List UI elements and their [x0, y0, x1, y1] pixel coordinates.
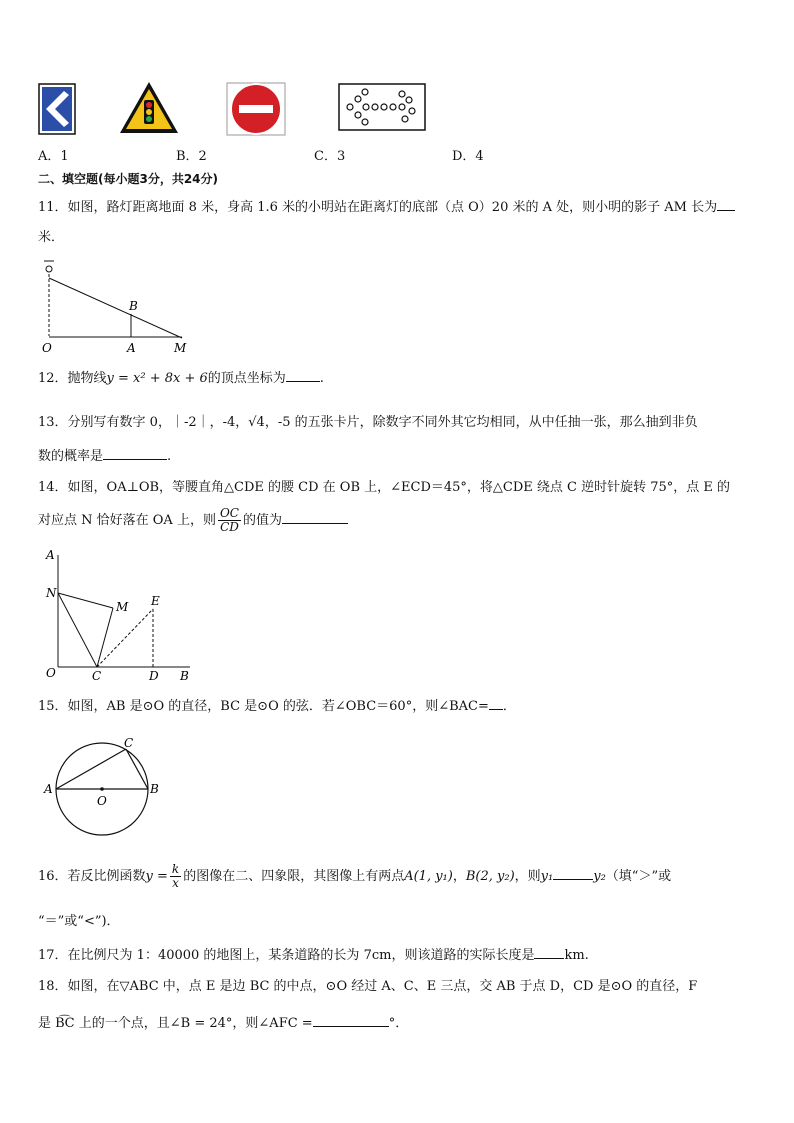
q16-fraction	[170, 863, 181, 890]
q11-label-b: B	[129, 299, 138, 313]
q15-label-a: A	[44, 782, 53, 796]
question-18-line2	[38, 1014, 408, 1033]
q14-label-d: D	[149, 669, 159, 680]
question-16	[38, 862, 671, 892]
q13-end: .	[167, 449, 172, 464]
option-d: D．4	[452, 149, 484, 164]
q14-label-c: C	[92, 669, 102, 680]
q14-frac-den: CD	[220, 520, 239, 534]
question-15	[38, 697, 516, 716]
q16-y1: y₁	[540, 869, 554, 884]
q11-text2: 米．	[38, 230, 65, 245]
q15-blank	[489, 697, 503, 710]
q11-label-m: M	[174, 341, 187, 355]
section-title: 二、填空题(每小题3分，共24分)	[38, 172, 219, 186]
question-13-line2	[38, 447, 171, 466]
q16-line2: “＝”或“<”)．	[38, 914, 120, 929]
q12-blank	[286, 369, 320, 382]
q18-text2: 是 B͡C 上的一个点，且∠B = 24°，则∠AFC =	[38, 1016, 313, 1031]
q16-post: （填“＞”或	[605, 869, 672, 884]
q14-label-b: B	[180, 669, 189, 680]
q16-mid2: ，则	[514, 869, 541, 884]
q12-end: .	[319, 371, 324, 386]
q16-point-b: B(2, y₂)	[465, 869, 515, 884]
q15-label-b: B	[150, 782, 159, 796]
sign-traffic-light-warning-icon	[118, 80, 180, 135]
q14-fraction	[218, 507, 241, 534]
option-a: A．1	[38, 149, 69, 164]
q16-y: y =	[145, 869, 168, 884]
q18-blank	[313, 1014, 389, 1027]
q14-label-a: A	[46, 548, 55, 562]
q14-blank	[282, 511, 348, 524]
q13-blank	[103, 447, 167, 460]
q14-label-n: N	[46, 586, 57, 600]
q16-frac-num: k	[171, 862, 180, 876]
q16-y2: y₂	[593, 869, 606, 884]
q16-point-a: A(1, y₁)	[404, 869, 453, 884]
q16-mid: 的图像在二、四象限，其图像上有两点	[183, 869, 405, 884]
q15-end: ．	[502, 699, 516, 714]
q16-frac-den: x	[172, 876, 179, 890]
q14-frac-num: OC	[219, 506, 239, 520]
q16-blank	[553, 867, 593, 880]
option-b: B．2	[176, 149, 207, 164]
q15-figure	[40, 735, 165, 840]
q14-text1: 14．如图，OA⊥OB，等腰直角△CDE 的腰 CD 在 OB 上，∠ECD＝45°，将△CDE 绕点 C 逆时针旋转 75°，点 E 的	[38, 480, 731, 495]
q11-label-a: A	[127, 341, 136, 355]
q16-sep: ，	[452, 869, 466, 884]
q12-pre: 12．抛物线	[38, 371, 107, 386]
q13-text2: 数的概率是	[38, 449, 104, 464]
question-17	[38, 946, 589, 965]
option-c: C．3	[314, 149, 346, 164]
q14-figure	[42, 545, 192, 680]
q14-text2-pre: 对应点 N 恰好落在 OA 上，则	[38, 513, 216, 528]
q18-text1: 18．如图，在▽ABC 中，点 E 是边 BC 的中点，⊙O 经过 A、C、E 三点，交 AB 于点 D，CD 是⊙O 的直径，F	[38, 979, 698, 994]
q14-label-m: M	[116, 600, 129, 614]
q14-text2-post: 的值为	[242, 513, 282, 528]
q15-text: 15．如图，AB 是⊙O 的直径，BC 是⊙O 的弦．若∠OBC＝60°，则∠BAC=	[38, 699, 489, 714]
q11-blank	[717, 198, 735, 211]
sign-dotted-arrow-icon	[338, 83, 426, 131]
q11-figure	[34, 256, 194, 356]
q12-equation: y = x² + 8x + 6	[106, 371, 208, 386]
q15-label-o: O	[97, 794, 107, 808]
question-11	[38, 198, 735, 217]
q15-label-c: C	[124, 736, 134, 750]
q11-label-o: O	[42, 341, 52, 355]
q18-end: °．	[388, 1016, 409, 1031]
sign-chevron-left-icon	[38, 83, 76, 135]
q11-text1: 11．如图，路灯距离地面 8 米，身高 1.6 米的小明站在距离灯的底部（点 O）20 米的 A 处，则小明的影子 AM 长为	[38, 200, 718, 215]
question-14-line2	[38, 506, 348, 536]
sign-no-entry-icon	[226, 82, 286, 136]
q17-text: 17．在比例尺为 1：40000 的地图上，某条道路的长为 7cm，则该道路的实际长度是	[38, 948, 535, 963]
q14-label-o: O	[46, 666, 56, 680]
question-12	[38, 369, 324, 388]
q14-label-e: E	[151, 594, 160, 608]
q12-post: 的顶点坐标为	[207, 371, 286, 386]
q16-pre: 16．若反比例函数	[38, 869, 146, 884]
q17-blank	[534, 946, 564, 959]
q13-text1: 13．分别写有数字 0，｜-2｜，-4，√4，-5 的五张卡片，除数字不同外其它均相同，从中任抽一张，那么抽到非负	[38, 415, 698, 430]
q17-end: km.	[564, 948, 589, 963]
